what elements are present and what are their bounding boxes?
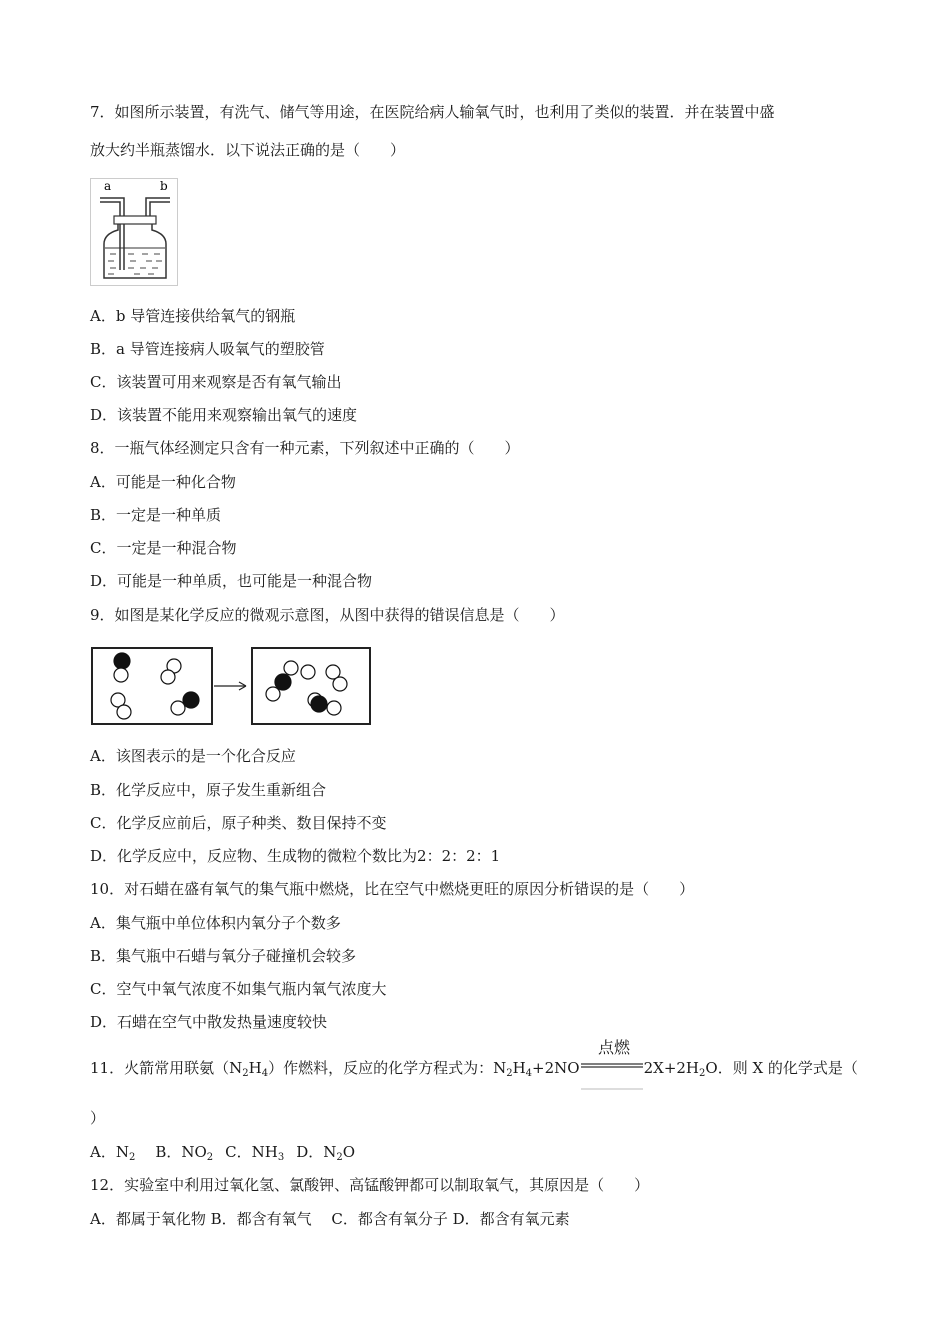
q11-option-d: D．N <box>296 1143 337 1161</box>
q11-eq-right: 2X+2H <box>643 1059 700 1077</box>
q11-close-paren: ） <box>90 1109 106 1127</box>
q11-eq-plus: +2NO <box>532 1059 580 1077</box>
q9-option-b: B．化学反应中，原子发生重新组合 <box>90 781 327 799</box>
q9-option-d: D．化学反应中，反应物、生成物的微粒个数比为2：2：2：1 <box>90 847 501 865</box>
q12-options: A．都属于氧化物 B．都含有氧气 C．都含有氧分子 D．都含有氧元素 <box>90 1210 570 1228</box>
q11-sub: 4 <box>261 1068 269 1079</box>
gas-washing-bottle-figure <box>90 178 178 286</box>
q7-option-c: C．该装置可用来观察是否有氧气输出 <box>90 373 342 391</box>
q9-stem: 9．如图是某化学反应的微观示意图，从图中获得的错误信息是（ ） <box>90 606 565 624</box>
label-a: a <box>104 179 112 193</box>
q8-stem: 8．一瓶气体经测定只含有一种元素，下列叙述中正确的（ ） <box>90 439 520 457</box>
q11-sub: 2 <box>242 1068 249 1079</box>
q11-sub: 2 <box>128 1152 136 1163</box>
q8-option-d: D．可能是一种单质，也可能是一种混合物 <box>90 572 373 590</box>
q11-condition: 点燃 <box>597 1038 630 1057</box>
q11-sub: 2 <box>699 1068 706 1079</box>
q11-option-a: A．N <box>90 1143 129 1161</box>
q12-stem: 12．实验室中利用过氧化氢、氯酸钾、高锰酸钾都可以制取氧气，其原因是（ ） <box>90 1176 650 1194</box>
q11-sub: 4 <box>525 1068 533 1079</box>
equation-bar <box>580 1059 644 1091</box>
q7-stem-line1: 7．如图所示装置，有洗气、储气等用途，在医院给病人输氧气时，也利用了类似的装置．并在装置中盛 <box>90 103 775 121</box>
q11-sub: 2 <box>336 1152 343 1163</box>
q11-option-d-end: O <box>342 1143 356 1161</box>
reaction-micro-diagram <box>90 644 375 728</box>
q10-option-a: A．集气瓶中单位体积内氧分子个数多 <box>90 914 341 932</box>
q11-stem-mid: ）作燃料，反应的化学方程式为：N <box>268 1059 507 1077</box>
q11-sub: 2 <box>506 1068 513 1079</box>
label-b: b <box>160 179 168 193</box>
q11-stem <box>90 1058 858 1084</box>
q9-option-c: C．化学反应前后，原子种类、数目保持不变 <box>90 814 387 832</box>
q10-option-b: B．集气瓶中石蜡与氧分子碰撞机会较多 <box>90 947 357 965</box>
q10-option-c: C．空气中氧气浓度不如集气瓶内氧气浓度大 <box>90 980 387 998</box>
q11-eq-end: O．则 X 的化学式是（ <box>705 1059 858 1077</box>
q11-stem-pre: 11．火箭常用联氨（N <box>90 1059 243 1077</box>
q10-option-d: D．石蜡在空气中散发热量速度较快 <box>90 1013 328 1031</box>
q10-stem: 10．对石蜡在盛有氧气的集气瓶中燃烧，比在空气中燃烧更旺的原因分析错误的是（ ） <box>90 880 695 898</box>
q11-h: H <box>248 1059 262 1077</box>
q9-option-a: A．该图表示的是一个化合反应 <box>90 747 296 765</box>
q8-option-a: A．可能是一种化合物 <box>90 473 236 491</box>
q11-options <box>90 1142 355 1168</box>
q11-option-c: C．NH <box>225 1143 278 1161</box>
q11-sub: 3 <box>277 1152 285 1163</box>
q8-option-c: C．一定是一种混合物 <box>90 539 237 557</box>
q7-option-a: A．b 导管连接供给氧气的钢瓶 <box>90 307 296 325</box>
q8-option-b: B．一定是一种单质 <box>90 506 222 524</box>
q11-option-b: B．NO <box>155 1143 207 1161</box>
q7-option-d: D．该装置不能用来观察输出氧气的速度 <box>90 406 358 424</box>
q7-stem-line2: 放大约半瓶蒸馏水．以下说法正确的是（ ） <box>90 141 406 159</box>
q11-sub: 2 <box>206 1152 214 1163</box>
q11-eq-h: H <box>512 1059 526 1077</box>
q7-option-b: B．a 导管连接病人吸氧气的塑胶管 <box>90 340 325 358</box>
